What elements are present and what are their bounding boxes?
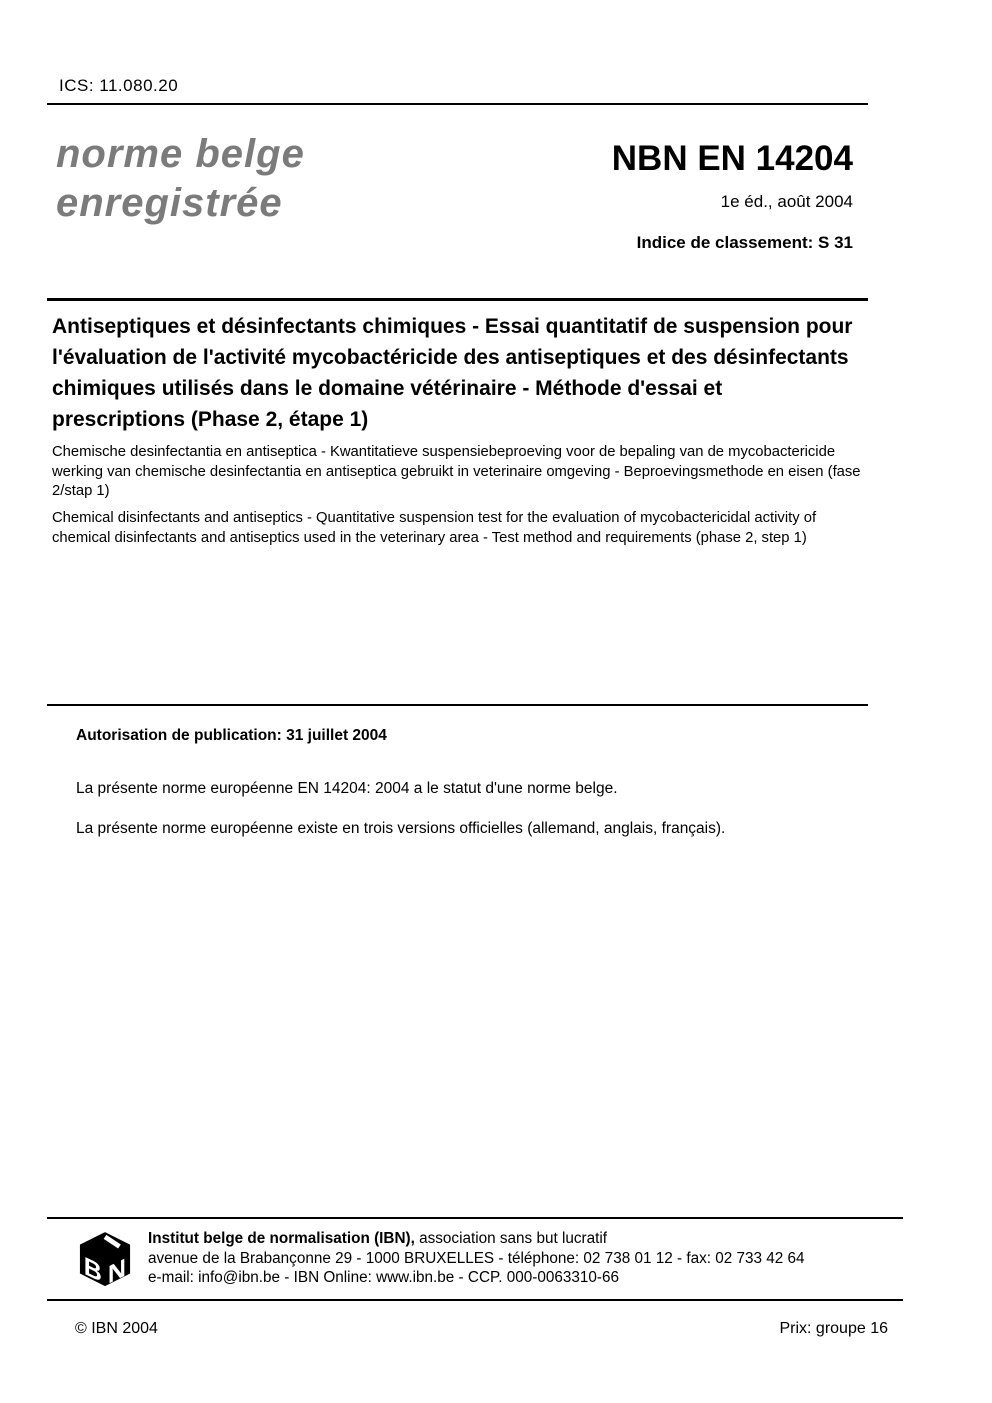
versions-note: La présente norme européenne existe en trois versions officielles (allemand, anglais, français).: [76, 820, 726, 837]
copyright-notice: © IBN 2004: [75, 1320, 158, 1337]
price-group: Prix: groupe 16: [779, 1320, 888, 1337]
publication-authorization: Autorisation de publication: 31 juillet 2004: [76, 727, 387, 744]
status-note: La présente norme européenne EN 14204: 2004 a le statut d'une norme belge.: [76, 780, 618, 797]
publisher-descriptor: association sans but lucratif: [414, 1230, 608, 1247]
header-divider: [47, 103, 868, 105]
publisher-name-line: [148, 1229, 893, 1249]
document-type-line2: enregistrée: [56, 181, 283, 225]
ics-code: ICS: 11.080.20: [59, 76, 179, 95]
title-english: Chemical disinfectants and antiseptics - Quantitative suspension test for the evaluation of mycobactericidal activity of chemical disinfectants and antiseptics used in the veterinary area - Test method and requirements (phase 2, step 1): [52, 510, 817, 546]
document-type-line1: norme belge: [56, 132, 305, 176]
ibn-cube-logo: [78, 1231, 132, 1296]
document-type-title: [56, 130, 305, 228]
publisher-info: [148, 1229, 893, 1288]
standard-reference-block: [612, 141, 853, 253]
publisher-box-bottom-rule: [47, 1299, 903, 1301]
classification-index: Indice de classement: S 31: [636, 233, 853, 252]
authorization-divider: [47, 704, 868, 706]
ibn-logo-letter-b: B: [83, 1250, 102, 1288]
publisher-address: avenue de la Brabançonne 29 - 1000 BRUXELLES - téléphone: 02 738 01 12 - fax: 02 733 42 64: [148, 1249, 805, 1267]
title-divider: [47, 298, 868, 301]
publisher-contact: e-mail: info@ibn.be - IBN Online: www.ibn.be - CCP. 000-0063310-66: [148, 1269, 619, 1287]
title-dutch: Chemische desinfectantia en antiseptica - Kwantitatieve suspensiebeproeving voor de bepaling van de mycobactericide werking van chemische desinfectantia en antiseptica gebruikt in veterinaire omgeving - Beproevingsmethode en eisen (fase 2/stap 1): [52, 444, 861, 499]
ibn-logo-letter-n: N: [107, 1252, 127, 1290]
publisher-name: Institut belge de normalisation (IBN),: [148, 1230, 415, 1247]
title-french: Antiseptiques et désinfectants chimiques - Essai quantitatif de suspension pour l'évaluation de l'activité mycobactéricide des antiseptiques et des désinfectants chimiques utilisés dans le domaine vétérinaire - Méthode d'essai et prescriptions (Phase 2, étape 1): [52, 315, 853, 431]
edition-date: 1e éd., août 2004: [720, 192, 853, 211]
standard-number: NBN EN 14204: [611, 139, 853, 178]
publisher-box-top-rule: [47, 1217, 903, 1219]
